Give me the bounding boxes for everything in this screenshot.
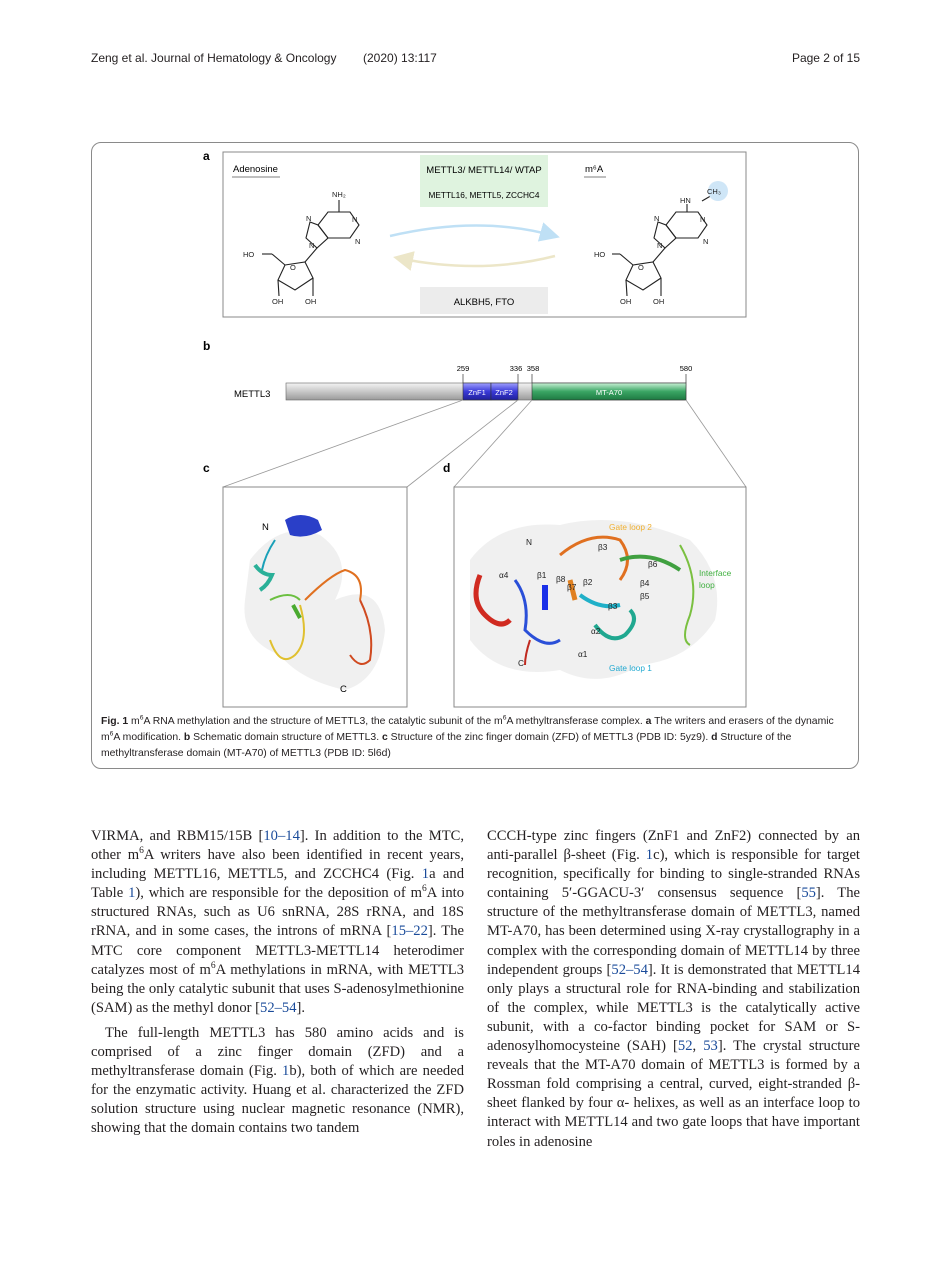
label-b2: β2 xyxy=(583,577,593,587)
label-a2: α2 xyxy=(591,626,601,636)
adenosine-title: Adenosine xyxy=(233,164,278,175)
label-b7: β7 xyxy=(567,582,577,592)
atom-n-4: N xyxy=(309,241,315,250)
text-run: A writers have also been identified in recent years, including METTL16, METTL5, and ZCCHC4 (Fig. xyxy=(91,847,464,883)
label-b3-top: β3 xyxy=(598,542,608,552)
label-b5: β5 xyxy=(640,591,650,601)
text-run: b), both of which are needed for the enzymatic activity. Huang et al. characterized the ZFD solution structure using nuclear magnetic resonance (NMR), showing that the domain contains two tandem xyxy=(91,1063,464,1137)
label-b6: β6 xyxy=(648,559,658,569)
figure-caption xyxy=(101,714,851,762)
text-run: A into structured RNAs, such as U6 snRNA, 28S rRNA, and 18S rRNA, and in some cases, the introns of mRNA [ xyxy=(91,885,464,940)
citation-link[interactable]: 52–54 xyxy=(260,999,297,1016)
caption-text: m xyxy=(128,716,140,727)
erasers-text: ALKBH5, FTO xyxy=(453,297,515,308)
atom-n-8: N xyxy=(657,241,663,250)
text-run: The full-length METTL3 has 580 amino acids and is comprised of a zinc finger domain (ZFD) and a methyltransferase domain (Fig. xyxy=(91,1024,464,1080)
writers-top: METTL3/ METTL14/ WTAP xyxy=(426,165,542,176)
atom-nh2: NH₂ xyxy=(332,190,346,199)
interface-loop-line1: Interface xyxy=(699,568,732,578)
body-column-right xyxy=(487,827,860,1152)
figure-link[interactable]: 1 xyxy=(421,866,430,883)
protein-name: METTL3 xyxy=(234,389,271,400)
caption-panel-a: a xyxy=(645,716,652,727)
pos-580: 580 xyxy=(679,364,693,373)
label-b3: β3 xyxy=(608,601,618,611)
journal-citation: Zeng et al. Journal of Hematology & Oncology xyxy=(91,51,337,65)
znf1-label: ZnF1 xyxy=(468,388,486,397)
atom-o: O xyxy=(290,263,296,272)
caption-text: A methyltransferase complex. xyxy=(506,716,646,727)
table-link[interactable]: 1 xyxy=(128,885,136,902)
znf2-label: ZnF2 xyxy=(495,388,513,397)
citation-link[interactable]: 53 xyxy=(703,1038,718,1055)
text-run: ]. The structure of the methyltransferase domain of METTL3, named MT-A70, has been determined using X-ray crystallography in a complex with the corresponding domain of METTL14 by three independent groups [ xyxy=(487,885,860,978)
superscript: 6 xyxy=(139,846,144,857)
citation-link[interactable]: 52–54 xyxy=(611,961,648,978)
text-run: ]. In addition to the MTC, other m xyxy=(91,828,464,864)
zfd-n-term: N xyxy=(262,522,269,533)
figure-link[interactable]: 1 xyxy=(282,1063,290,1080)
text-run: a and Table xyxy=(91,866,464,902)
caption-text: Structure of the methyltransferase domain (MT-A70) of METTL3 (PDB ID: 5l6d) xyxy=(101,732,792,759)
panel-a-label: a xyxy=(203,149,210,163)
pos-259: 259 xyxy=(456,364,470,373)
paragraph xyxy=(91,1024,464,1139)
interface-loop-line2: loop xyxy=(699,580,715,590)
caption-text: Schematic domain structure of METTL3. xyxy=(190,732,382,743)
label-b1: β1 xyxy=(537,570,547,580)
superscript: 6 xyxy=(210,960,216,971)
panel-b-label: b xyxy=(203,339,211,353)
pos-336: 336 xyxy=(509,364,523,373)
mta70-label: MT-A70 xyxy=(595,388,623,397)
text-run: , xyxy=(692,1038,704,1055)
caption-panel-b: b xyxy=(183,732,191,743)
caption-text: Structure of the zinc finger domain (ZFD) of METTL3 (PDB ID: 5yz9). xyxy=(387,732,712,743)
atom-hn: HN xyxy=(680,196,691,205)
m6a-title: m⁶A xyxy=(585,164,604,175)
writer-arrow xyxy=(390,226,555,237)
volume-info: (2020) 13:117 xyxy=(363,51,437,65)
atom-ho-2: HO xyxy=(594,250,606,259)
pos-358: 358 xyxy=(526,364,540,373)
m6a-structure xyxy=(612,194,714,296)
panel-d-label: d xyxy=(443,461,451,475)
atom-n-6: N xyxy=(703,237,709,246)
panel-c-label: c xyxy=(203,461,210,475)
atom-oh-2: OH xyxy=(305,297,317,306)
caption-text: A modification. xyxy=(113,732,184,743)
eraser-arrow xyxy=(398,256,555,266)
citation-link[interactable]: 52 xyxy=(677,1038,693,1055)
atom-ch3: CH₃ xyxy=(707,187,721,196)
gate-loop-1: Gate loop 1 xyxy=(609,663,652,673)
text-run: ]. It is demonstrated that METTL14 only plays a structural role for RNA-binding and stabilization of the complex, while METTL3 is the catalytically active subunit, with a co-factor binding pocket for SAM or S-adenosylhomocysteine (SAH) [ xyxy=(487,961,860,1055)
fig-label: Fig. 1 xyxy=(101,716,129,727)
atom-n-7: N xyxy=(654,214,660,223)
text-run: VIRMA, and RBM15/15B [ xyxy=(91,828,264,844)
text-run: CCCH-type zinc fingers (ZnF1 and ZnF2) connected by an anti-parallel β-sheet (Fig. xyxy=(487,828,860,864)
atom-ho: HO xyxy=(243,250,255,259)
text-run: ), which are responsible for the deposition of m xyxy=(135,885,422,902)
atom-n-5: N xyxy=(700,215,706,224)
caption-sup: 6 xyxy=(139,714,144,722)
caption-sup: 6 xyxy=(109,730,114,738)
citation-link[interactable]: 15–22 xyxy=(391,923,428,940)
atom-oh-3: OH xyxy=(620,297,632,306)
paragraph xyxy=(487,827,860,1152)
label-b8: β8 xyxy=(556,574,566,584)
text-run: c), which is responsible for target recognition, specifically for binding to single-stranded RNAs containing 5′-GGACU-3′ consensus sequence [ xyxy=(487,847,860,902)
label-a1: α1 xyxy=(578,649,588,659)
label-a4: α4 xyxy=(499,570,509,580)
caption-text: The writers and erasers of the dynamic m xyxy=(101,716,834,743)
writers-bottom: METTL16, METTL5, ZCCHC4 xyxy=(428,190,540,200)
text-run: ]. The crystal structure reveals that the MT-A70 domain of METTL3 is formed by a Rossman fold comprising a central, curved, eight-stranded β-sheet flanked by four α- helixes, as well as an interface loop to interact with METTL14 and two gate loops that have important roles in adenosine xyxy=(487,1038,860,1150)
superscript: 6 xyxy=(421,884,427,895)
gate-loop-2: Gate loop 2 xyxy=(609,522,652,532)
atom-oh-1: OH xyxy=(272,297,284,306)
citation-link[interactable]: 10–14 xyxy=(263,828,300,844)
mta70-n-term: N xyxy=(526,537,532,547)
page-number: Page 2 of 15 xyxy=(791,51,860,65)
zfd-c-term: C xyxy=(340,684,347,695)
atom-o-2: O xyxy=(638,263,644,272)
atom-n-1: N xyxy=(352,215,358,224)
atom-n-2: N xyxy=(355,237,361,246)
caption-sup: 6 xyxy=(502,714,507,722)
paragraph xyxy=(91,827,464,1018)
caption-panel-d: d xyxy=(711,732,718,743)
citation-link[interactable]: 55 xyxy=(801,885,816,902)
text-run: A methylations in mRNA, with METTL3 being the only catalytic subunit that uses S-adenosylmethionine (SAM) as the methyl donor [ xyxy=(91,961,464,1016)
caption-text: A RNA methylation and the structure of METTL3, the catalytic subunit of the m xyxy=(143,716,503,727)
atom-oh-4: OH xyxy=(653,297,665,306)
text-run: ]. xyxy=(296,999,306,1016)
caption-panel-c: c xyxy=(381,732,388,743)
figure-link[interactable]: 1 xyxy=(645,847,654,864)
text-run: ]. The MTC core component METTL3-METTL14 heterodimer catalyzes most of m xyxy=(91,923,464,978)
mta70-c-term: C xyxy=(518,658,524,668)
atom-n-3: N xyxy=(306,214,312,223)
label-b4: β4 xyxy=(640,578,650,588)
body-column-left xyxy=(91,827,464,1139)
